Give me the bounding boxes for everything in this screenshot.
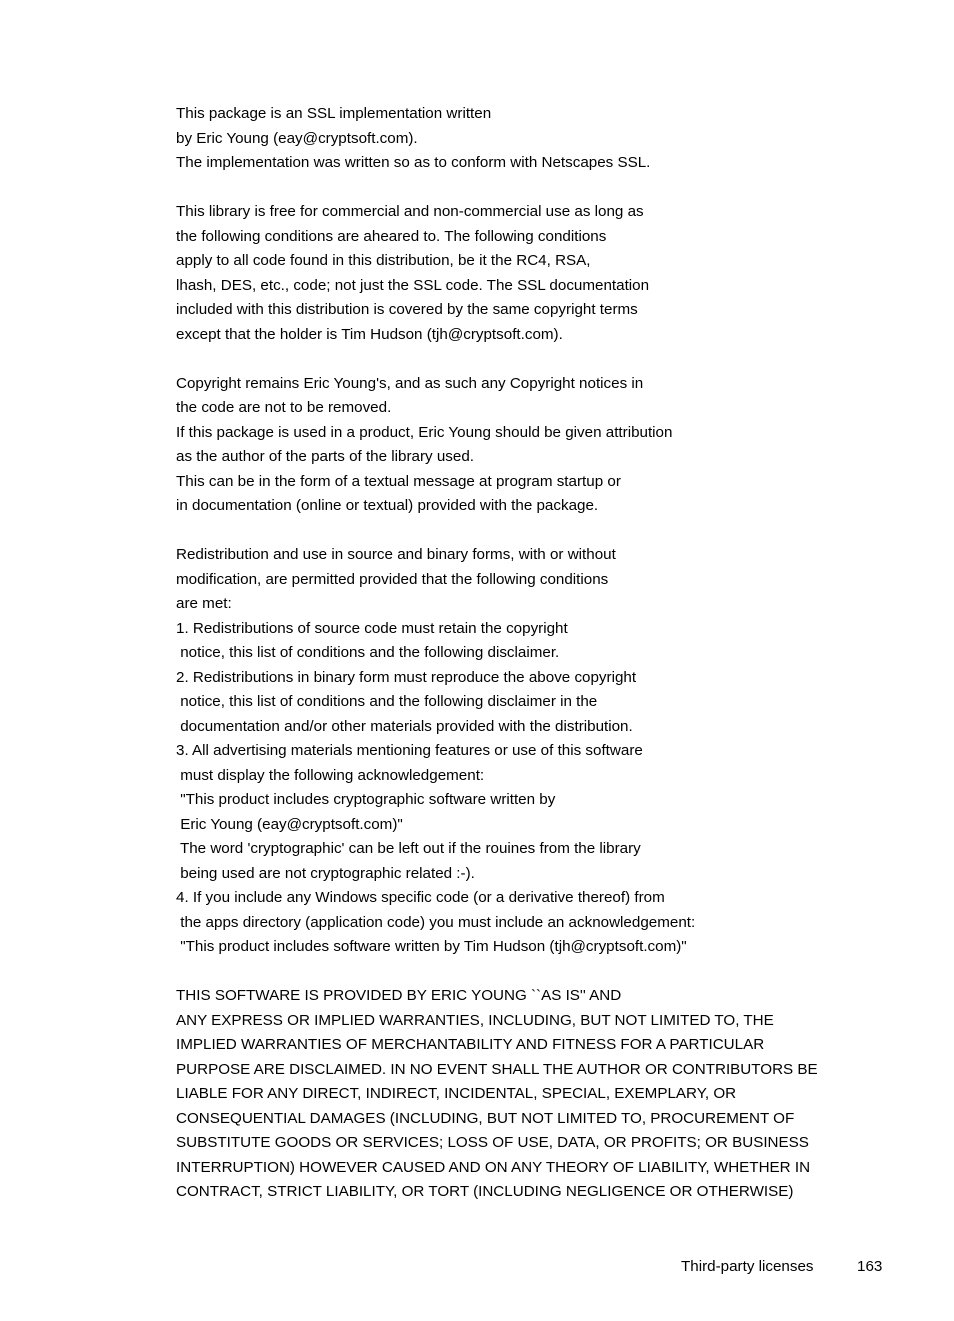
text-line: must display the following acknowledgement: [176,766,485,784]
text-line: 2. Redistributions in binary form must reproduce the above copyright [176,668,637,686]
text-line: Eric Young (eay@cryptsoft.com)" [176,815,403,833]
text-line: IMPLIED WARRANTIES OF MERCHANTABILITY AND FITNESS FOR A PARTICULAR [176,1036,765,1053]
text-line: notice, this list of conditions and the following disclaimer. [176,644,560,661]
text-line: SUBSTITUTE GOODS OR SERVICES; LOSS OF USE, DATA, OR PROFITS; OR BUSINESS [176,1134,809,1151]
text-line: 1. Redistributions of source code must retain the copyright [176,619,568,637]
text-line: are met: [176,595,232,612]
text-line: This package is an SSL implementation written [176,105,492,122]
text-line: The implementation was written so as to conform with Netscapes SSL. [176,154,651,171]
text-line: being used are not cryptographic related :-). [176,864,475,882]
text-line: LIABLE FOR ANY DIRECT, INDIRECT, INCIDENTAL, SPECIAL, EXEMPLARY, OR [176,1085,737,1102]
text-line: the code are not to be removed. [176,399,392,416]
page-number: 163 [857,1258,883,1275]
text-line: THIS SOFTWARE IS PROVIDED BY ERIC YOUNG ``AS IS'' AND [176,987,622,1004]
license-paragraph [176,372,896,519]
license-paragraph [176,102,896,176]
text-line: by Eric Young (eay@cryptsoft.com). [176,129,418,147]
text-line: included with this distribution is covered by the same copyright terms [176,301,638,318]
paragraph-spacer [176,960,896,985]
paragraph-spacer [176,519,896,544]
text-line: apply to all code found in this distribution, be it the RC4, RSA, [176,252,591,269]
text-line: "This product includes software written by Tim Hudson (tjh@cryptsoft.com)" [176,938,687,955]
text-line: Copyright remains Eric Young's, and as such any Copyright notices in [176,374,644,392]
text-line: as the author of the parts of the library used. [176,448,475,465]
text-line: PURPOSE ARE DISCLAIMED. IN NO EVENT SHALL THE AUTHOR OR CONTRIBUTORS BE [176,1060,818,1078]
license-paragraph [176,543,896,960]
paragraph-spacer [176,176,896,201]
text-line: modification, are permitted provided that the following conditions [176,570,609,588]
text-line: Redistribution and use in source and binary forms, with or without [176,546,616,563]
text-line: documentation and/or other materials provided with the distribution. [176,717,633,735]
text-line: CONTRACT, STRICT LIABILITY, OR TORT (INCLUDING NEGLIGENCE OR OTHERWISE) [176,1183,794,1200]
text-line: This library is free for commercial and non-commercial use as long as [176,203,644,220]
text-line: ANY EXPRESS OR IMPLIED WARRANTIES, INCLUDING, BUT NOT LIMITED TO, THE [176,1011,774,1029]
text-line: in documentation (online or textual) provided with the package. [176,497,599,514]
paragraph-spacer [176,347,896,372]
text-line: lhash, DES, etc., code; not just the SSL code. The SSL documentation [176,276,650,294]
text-line: 4. If you include any Windows specific code (or a derivative thereof) from [176,889,665,906]
text-line: except that the holder is Tim Hudson (tjh@cryptsoft.com). [176,325,563,343]
text-line: "This product includes cryptographic software written by [176,791,556,808]
text-line: the following conditions are aheared to. The following conditions [176,227,607,245]
text-line: The word 'cryptographic' can be left out if the rouines from the library [176,840,641,857]
footer-section-title: Third-party licenses [681,1258,814,1275]
page-footer [0,1255,954,1279]
text-line: 3. All advertising materials mentioning features or use of this software [176,742,643,759]
text-line: the apps directory (application code) you must include an acknowledgement: [176,913,696,931]
text-line: notice, this list of conditions and the following disclaimer in the [176,693,598,710]
text-line: This can be in the form of a textual message at program startup or [176,472,621,490]
license-paragraph [176,200,896,347]
text-line: CONSEQUENTIAL DAMAGES (INCLUDING, BUT NOT LIMITED TO, PROCUREMENT OF [176,1109,795,1127]
text-line: If this package is used in a product, Eric Young should be given attribution [176,423,673,441]
license-paragraph [176,984,896,1205]
license-text-body [176,102,896,1205]
text-line: INTERRUPTION) HOWEVER CAUSED AND ON ANY THEORY OF LIABILITY, WHETHER IN [176,1158,811,1176]
